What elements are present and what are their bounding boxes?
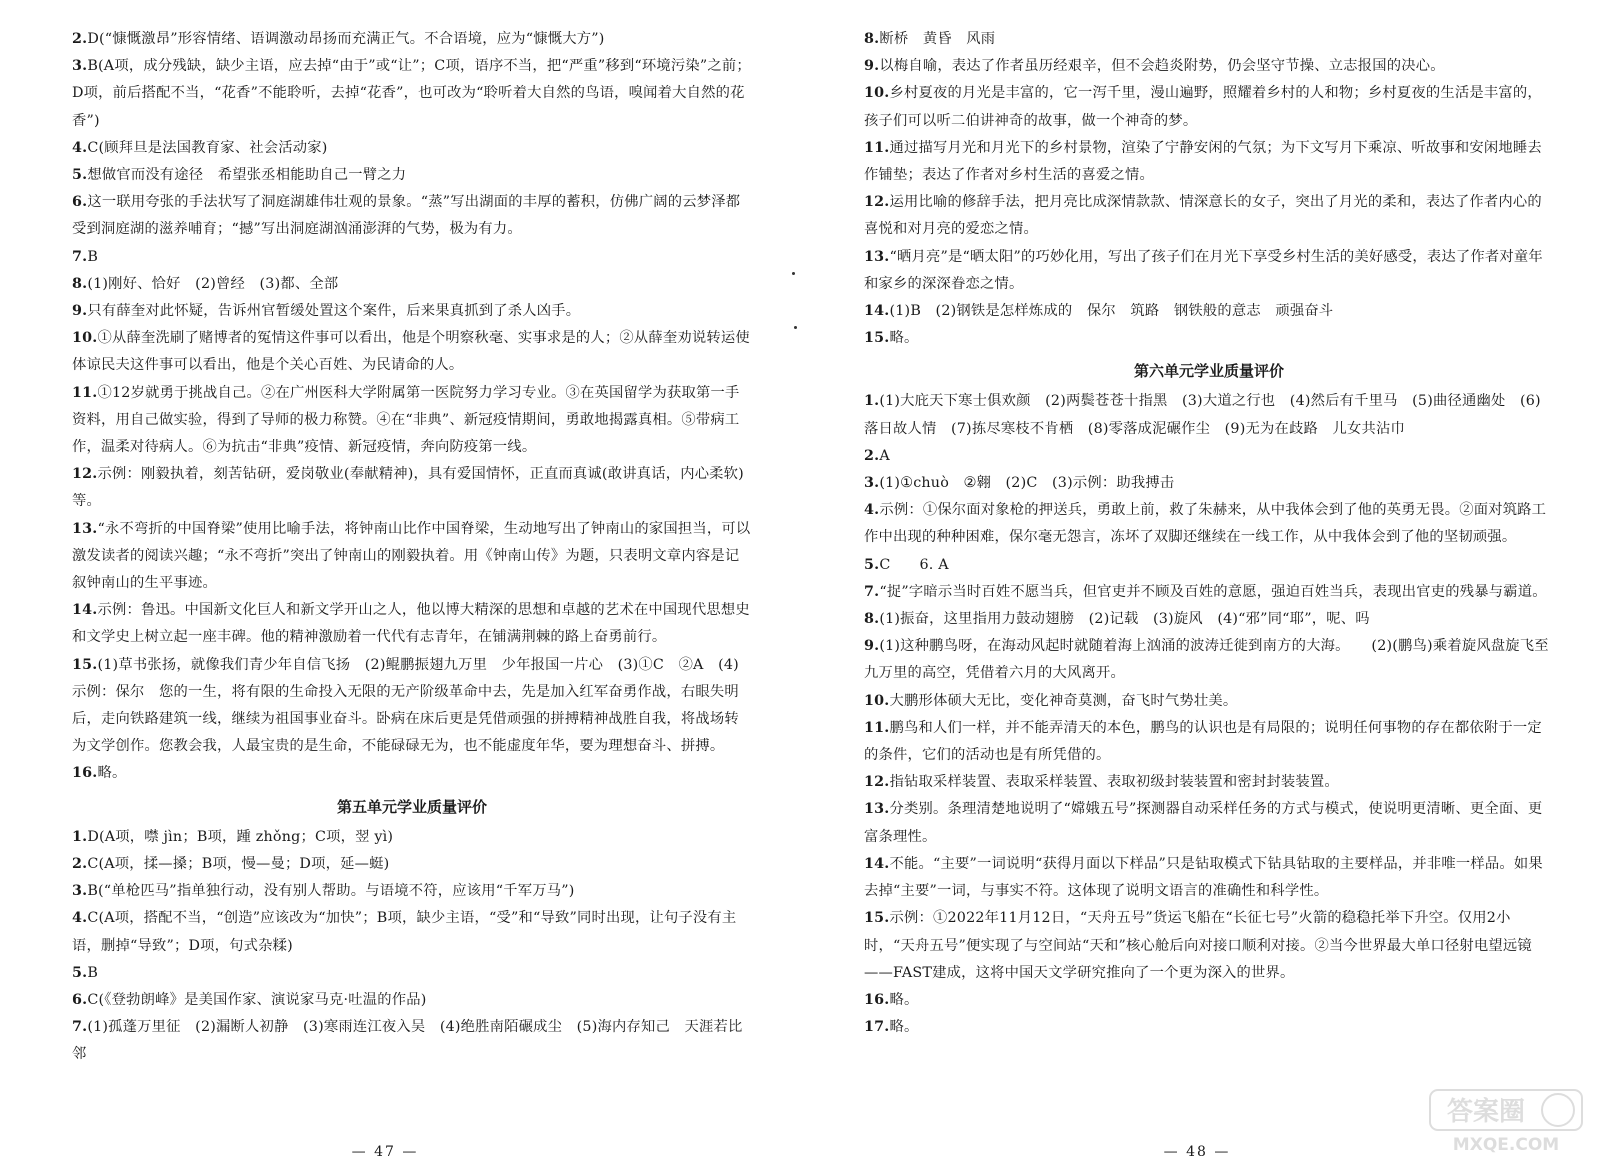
answer-number: 16. <box>864 991 890 1008</box>
answer-item <box>864 135 1554 189</box>
answer-item <box>864 552 1554 579</box>
answer-number: 4. <box>864 502 880 519</box>
answer-text: (1)①chuò ②翱 (2)C (3)示例：助我搏击 <box>879 475 1175 492</box>
answer-number: 2. <box>72 31 88 47</box>
answer-number: 1. <box>72 828 88 845</box>
answer-item <box>864 851 1554 905</box>
answer-number: 3. <box>72 58 88 75</box>
answer-text: (1)大庇天下寒士俱欢颜 (2)两鬓苍苍十指黑 (3)大道之行也 (4)然后有千里马 (5)曲径通幽处 (6)落日故人情 (7)拣尽寒枝不肯栖 (8)零落成泥碾作尘 (9)无为在歧路 儿女共沾巾 <box>864 393 1541 437</box>
answer-number: 8. <box>864 611 880 628</box>
answer-item <box>72 652 752 761</box>
answer-number: 13. <box>72 520 98 537</box>
answer-text: B <box>87 248 99 265</box>
answer-item <box>864 579 1554 606</box>
section-heading: 第五单元学业质量评价 <box>336 797 487 816</box>
answer-number: 1. <box>864 393 880 410</box>
page-number-left: — 47 — <box>351 1144 419 1160</box>
watermark-icon <box>1426 1086 1586 1156</box>
answer-number: 3. <box>72 883 88 900</box>
answer-number: 10. <box>864 692 890 709</box>
answer-text: 示例：①保尔面对象枪的押送兵，勇敢上前，救了朱赫来，从中我体会到了他的英勇无畏。②面对筑路工作中出现的种种困难，保尔毫无怨言，冻坏了双脚还继续在一线工作，从中我体会到了他的坚韧顽强。 <box>864 502 1547 546</box>
answer-item <box>864 905 1554 987</box>
answer-number: 17. <box>864 1019 890 1036</box>
right-page-content <box>864 26 1554 1041</box>
answer-text: 不能。“主要”一词说明“获得月面以下样品”只是钻取模式下钻具钻取的主要样品，并非唯一样品。如果去掉“主要”一词，与事实不符。这体现了说明文语言的准确性和科学性。 <box>864 855 1543 900</box>
answer-text: B <box>87 964 99 981</box>
answer-text: 想做官而没有途径 希望张丞相能助自己一臂之力 <box>87 167 407 184</box>
answer-item <box>72 298 752 325</box>
answer-text: 这一联用夸张的手法状写了洞庭湖雄伟壮观的景象。“蒸”写出湖面的丰厚的蓄积，仿佛广阔的云梦泽都受到洞庭湖的滋养哺育；“撼”写出洞庭湖汹涌澎湃的气势，极为有力。 <box>72 194 741 238</box>
answer-item <box>72 189 752 243</box>
answer-item <box>864 715 1554 769</box>
watermark-logo <box>1426 1086 1586 1156</box>
answer-text: 通过描写月光和月光下的乡村景物，渲染了宁静安闲的气氛；为下文写月下乘凉、听故事和安闲地睡去作铺垫；表达了作者对乡村生活的喜爱之情。 <box>864 139 1542 184</box>
answer-item <box>864 633 1554 687</box>
answer-item <box>72 461 752 515</box>
answer-item <box>864 987 1554 1014</box>
answer-item <box>864 244 1554 298</box>
answer-number: 7. <box>864 583 880 600</box>
answer-text: 略。 <box>889 330 919 347</box>
answer-text: 指钻取采样装置、表取采样装置、表取初级封装装置和密封封装装置。 <box>889 774 1339 791</box>
answer-text: (1)B (2)钢铁是怎样炼成的 保尔 筑路 钢铁般的意志 顽强奋斗 <box>889 303 1334 320</box>
answer-item <box>72 597 752 651</box>
answer-text: “永不弯折的中国脊梁”使用比喻手法，将钟南山比作中国脊梁，生动地写出了钟南山的家国担当，可以激发读者的阅读兴趣；“永不弯折”突出了钟南山的刚毅执着。用《钟南山传》为题，只表明文章内容是记叙钟南山的生平事迹。 <box>72 520 751 592</box>
answer-item <box>72 905 752 959</box>
answer-text: 示例：鲁迅。中国新文化巨人和新文学开山之人，他以博大精深的思想和卓越的艺术在中国现代思想史和文学史上树立起一座丰碑。他的精神激励着一代代有志青年，在铺满荆棘的路上奋勇前行。 <box>72 602 750 646</box>
answer-item <box>864 769 1554 796</box>
answer-text: C(《登勃朗峰》是美国作家、演说家马克·吐温的作品) <box>87 991 427 1008</box>
answer-number: 9. <box>864 58 880 75</box>
answer-number: 12. <box>864 774 890 791</box>
answer-text: (1)孤蓬万里征 (2)漏断人初静 (3)寒雨连江夜入吴 (4)绝胜南陌碾成尘 (5)海内存知己 天涯若比邻 <box>72 1019 743 1063</box>
answer-item <box>864 443 1554 470</box>
answer-item <box>72 271 752 298</box>
answer-text: (1)刚好、恰好 (2)曾经 (3)都、全部 <box>87 275 339 292</box>
answer-text: 大鹏形体硕大无比，变化神奇莫测，奋飞时气势壮美。 <box>889 692 1238 709</box>
answer-text: 分类别。条理清楚地说明了“嫦娥五号”探测器自动采样任务的方式与模式，使说明更清晰、更全面、更富条理性。 <box>864 801 1543 845</box>
answer-text: (1)振奋，这里指用力鼓动翅膀 (2)记载 (3)旋风 (4)“邪”同“耶”，呢、吗 <box>879 611 1370 628</box>
answer-text: C(A项，揉—搡；B项，慢—曼；D项，延—蜓) <box>87 855 390 872</box>
answer-number: 12. <box>864 194 890 211</box>
answer-item <box>72 878 752 905</box>
answer-text: 只有薛奎对此怀疑，告诉州官暂缓处置这个案件，后来果真抓到了杀人凶手。 <box>87 303 581 320</box>
answer-item <box>864 470 1554 497</box>
answer-number: 11. <box>72 384 98 401</box>
answer-number: 6. <box>72 991 88 1008</box>
answer-number: 10. <box>72 330 98 347</box>
answer-number: 3. <box>864 475 880 492</box>
answer-item <box>72 516 752 598</box>
answer-text: 示例：①2022年11月12日，“天舟五号”货运飞船在“长征七号”火箭的稳稳托举下升空。仅用2小时，“天舟五号”便实现了与空间站“天和”核心舱后向对接口顺利对接。②当今世界最大单口径射电望远镜——FAST建成，这将中国天文学研究推向了一个更为深入的世界。 <box>864 910 1532 981</box>
answer-number: 15. <box>864 910 890 927</box>
answer-text: ①12岁就勇于挑战自己。②在广州医科大学附属第一医院努力学习专业。③在英国留学为获取第一手资料，用自己做实验，得到了导师的极力称赞。④在“非典”、新冠疫情期间，勇敢地揭露真相。⑤带病工作，温柔对待病人。⑥为抗击“非典”疫情、新冠疫情，奔向防疫第一线。 <box>72 384 740 456</box>
answer-number: 15. <box>72 656 98 673</box>
answer-item <box>864 80 1554 134</box>
answer-item <box>72 987 752 1014</box>
answer-item <box>72 380 752 462</box>
answer-number: 14. <box>864 855 890 872</box>
answer-number: 10. <box>864 85 890 102</box>
answer-item <box>864 298 1554 325</box>
answer-number: 12. <box>72 466 98 483</box>
answer-text: 鹏鸟和人们一样，并不能弄清天的本色，鹏鸟的认识也是有局限的；说明任何事物的存在都依附于一定的条件，它们的活动也是有所凭借的。 <box>864 719 1542 764</box>
answer-number: 2. <box>72 855 88 872</box>
answer-item <box>72 851 752 878</box>
answer-item <box>72 26 752 53</box>
answer-item <box>864 189 1554 243</box>
answer-text: 乡村夏夜的月光是丰富的，它一泻千里，漫山遍野，照耀着乡村的人和物；乡村夏夜的生活是丰富的，孩子们可以听二伯讲神奇的故事，做一个神奇的梦。 <box>864 85 1542 129</box>
answer-text: 略。 <box>889 1019 919 1036</box>
page-number-right: — 48 — <box>1163 1144 1231 1160</box>
answer-number: 9. <box>72 303 88 320</box>
answer-number: 6. <box>72 194 88 211</box>
right-page <box>812 0 1582 1174</box>
answer-text: ①从薛奎洗刷了赌博者的冤情这件事可以看出，他是个明察秋毫、实事求是的人；②从薛奎劝说转运使体谅民夫这件事可以看出，他是个关心百姓、为民请命的人。 <box>72 330 750 374</box>
gutter <box>784 0 814 1174</box>
answer-number: 5. <box>72 167 88 184</box>
answer-item <box>864 796 1554 850</box>
answer-item <box>72 824 752 851</box>
answer-number: 8. <box>72 275 88 292</box>
answer-item <box>864 325 1554 352</box>
answer-item <box>72 135 752 162</box>
answer-text: D(“慷慨激昂”形容情绪、语调激动昂扬而充满正气。不合语境，应为“慷慨大方”) <box>87 31 605 47</box>
answer-number: 5. <box>72 964 88 981</box>
answer-item <box>864 53 1554 80</box>
answer-text: 断桥 黄昏 风雨 <box>879 31 996 47</box>
answer-number: 15. <box>864 330 890 347</box>
answer-number: 7. <box>72 1019 88 1036</box>
answer-text: A <box>879 447 890 464</box>
answer-item <box>864 388 1554 442</box>
answer-text: 略。 <box>889 991 919 1008</box>
answer-item <box>864 497 1554 551</box>
answer-text: 示例：刚毅执着，刻苦钻研，爱岗敬业(奉献精神)，具有爱国情怀，正直而真诚(敢讲真话，内心柔软)等。 <box>72 466 744 510</box>
answer-number: 5. <box>864 556 880 573</box>
answer-number: 2. <box>864 447 880 464</box>
answer-number: 8. <box>864 31 880 47</box>
answer-item <box>72 162 752 189</box>
answer-text: C(顾拜旦是法国教育家、社会活动家) <box>87 139 328 156</box>
answer-item <box>864 1014 1554 1041</box>
answer-number: 14. <box>864 303 890 320</box>
answer-number: 16. <box>72 765 98 782</box>
answer-text: (1)这种鹏鸟呀，在海动风起时就随着海上汹涌的波涛迁徙到南方的大海。 (2)(鹏鸟)乘着旋风盘旋飞至九万里的高空，凭借着六月的大风离开。 <box>864 638 1549 682</box>
answer-item <box>72 244 752 271</box>
answer-number: 11. <box>864 139 890 156</box>
answer-number: 13. <box>864 248 890 265</box>
answer-item <box>864 26 1554 53</box>
answer-text: 以梅自喻，表达了作者虽历经艰辛，但不会趋炎附势，仍会坚守节操、立志报国的决心。 <box>879 58 1445 75</box>
answer-item <box>72 53 752 135</box>
answer-number: 11. <box>864 719 890 736</box>
answer-text: 略。 <box>97 765 127 782</box>
section-heading: 第六单元学业质量评价 <box>1133 362 1284 381</box>
answer-item <box>72 960 752 987</box>
answer-item <box>72 760 752 787</box>
answer-item <box>864 688 1554 715</box>
answer-text: 运用比喻的修辞手法，把月亮比成深情款款、情深意长的女子，突出了月光的柔和，表达了作者内心的喜悦和对月亮的爱恋之情。 <box>864 194 1542 238</box>
answer-text: C 6. A <box>879 556 949 573</box>
watermark-text-url: MXQE.COM <box>1452 1135 1560 1155</box>
answer-text: C(A项，搭配不当，“创造”应该改为“加快”；B项，缺少主语，“受”和“导致”同时出现，让句子没有主语，删掉“导致”；D项，句式杂糅) <box>72 910 737 954</box>
answer-number: 14. <box>72 602 98 619</box>
answer-number: 7. <box>72 248 88 265</box>
left-page <box>0 0 770 1174</box>
gutter-dot <box>792 272 795 275</box>
answer-text: “捉”字暗示当时百姓不愿当兵，但官吏并不顾及百姓的意愿，强迫百姓当兵，表现出官吏的残暴与霸道。 <box>879 583 1547 600</box>
answer-text: B(A项，成分残缺，缺少主语，应去掉“由于”或“让”；C项，语序不当，把“严重”移到“环境污染”之前；D项，前后搭配不当，“花香”不能聆听，去掉“花香”，也可改为“聆听着大自然的鸟语，嗅闻着大自然的花香”) <box>72 58 751 129</box>
answer-number: 4. <box>72 139 88 156</box>
left-page-content <box>72 26 752 1069</box>
gutter-dot <box>794 326 797 329</box>
answer-text: “晒月亮”是“晒太阳”的巧妙化用，写出了孩子们在月光下享受乡村生活的美好感受，表达了作者对童年和家乡的深深眷恋之情。 <box>864 248 1543 292</box>
watermark-text-cn: 答案圈 <box>1446 1097 1526 1127</box>
answer-item <box>72 1014 752 1068</box>
answer-text: B(“单枪匹马”指单独行动，没有别人帮助。与语境不符，应该用“千军万马”) <box>87 883 575 900</box>
answer-number: 9. <box>864 638 880 655</box>
answer-number: 4. <box>72 910 88 927</box>
answer-item <box>72 325 752 379</box>
answer-item <box>864 606 1554 633</box>
answer-text: (1)草书张扬，就像我们青少年自信飞扬 (2)鲲鹏振翅九万里 少年报国一片心 (3)①C ②A (4)示例：保尔 您的一生，将有限的生命投入无限的无产阶级革命中去，先是加入红军奋勇作战，右眼失明后，走向铁路建筑一线，继续为祖国事业奋斗。卧病在床后更是凭借顽强的拼搏精神战胜自我，将战场转为文学创作。您教会我，人最宝贵的是生命，不能碌碌无为，也不能虚度年华，要为理想奋斗、拼搏。 <box>72 656 739 755</box>
answer-text: D(A项，噤 jìn；B项，踵 zhǒng；C项，翌 yì) <box>87 828 394 845</box>
answer-number: 13. <box>864 801 890 818</box>
